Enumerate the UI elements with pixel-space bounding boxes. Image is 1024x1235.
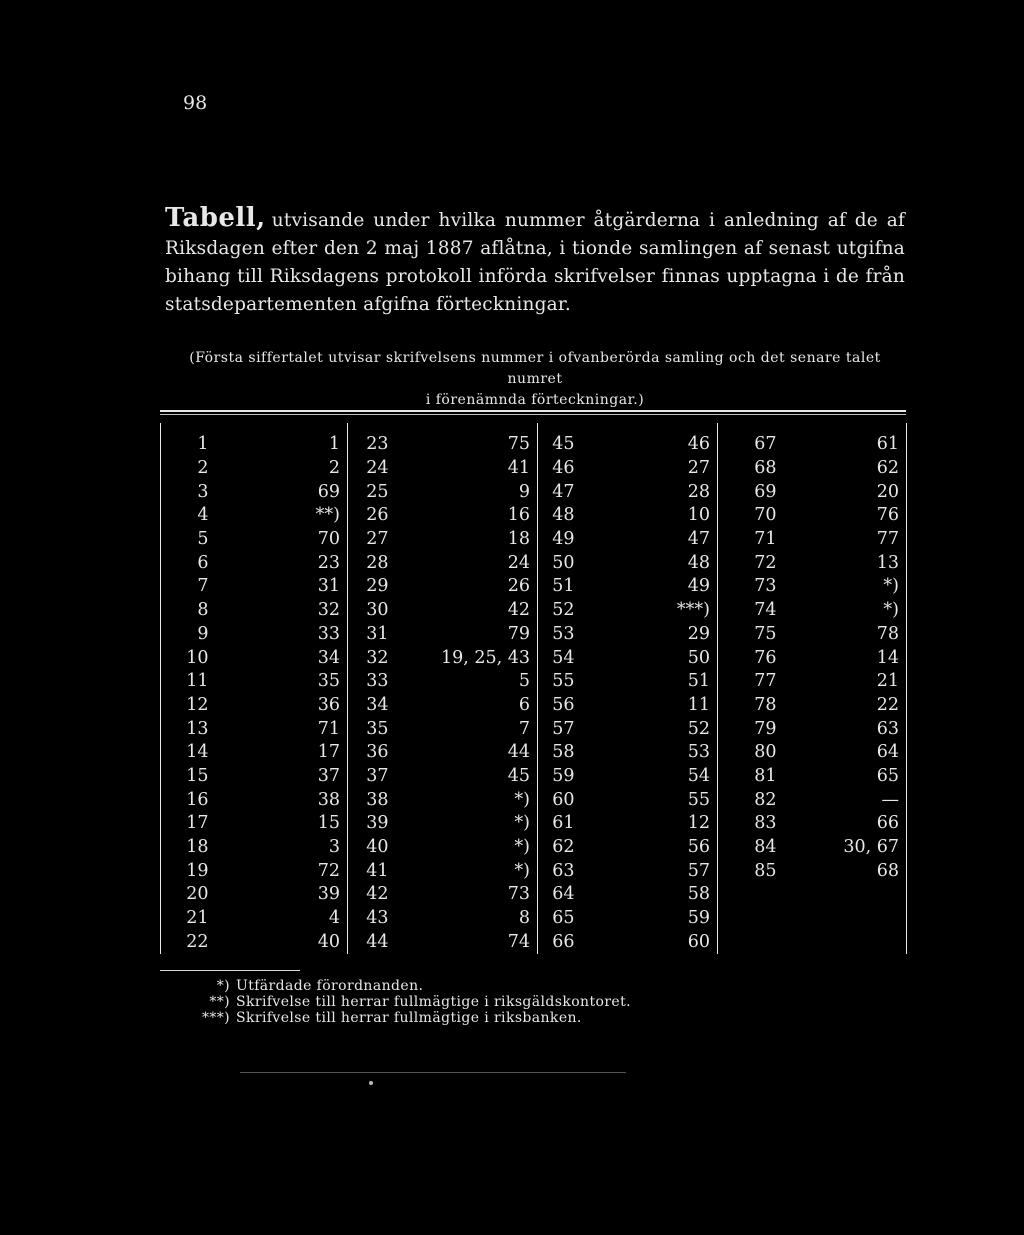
table-cell: 74 [507, 931, 530, 952]
table-cell: 36 [317, 694, 340, 715]
table-cell: 50 [687, 647, 710, 668]
table-cell: 33 [317, 623, 340, 644]
table-cell: 9 [161, 623, 216, 647]
table-cell: 45 [538, 423, 582, 457]
table-cell: 22 [161, 930, 216, 954]
table-cell: 17 [317, 742, 340, 763]
note-line-1: (Första siffertalet utvisar skrifvelsens nummer i ofvanberörda samling och det senare talet numret [189, 350, 881, 387]
table-cell: *) [784, 599, 907, 623]
table-row [161, 694, 907, 718]
table-cell: 23 [348, 423, 396, 457]
table-cell: 66 [538, 930, 582, 954]
table-cell: 25 [348, 480, 396, 504]
table-cell: 43 [348, 907, 396, 931]
table-row [161, 575, 907, 599]
table-cell: 35 [317, 671, 340, 692]
table-cell: 6 [161, 551, 216, 575]
explanatory-note [165, 348, 905, 411]
table-cell: 69 [718, 480, 784, 504]
table-cell: 52 [538, 599, 582, 623]
table-cell: 38 [348, 788, 396, 812]
table-cell: 85 [718, 859, 784, 883]
table-cell: 52 [687, 718, 710, 739]
table-cell: 21 [161, 907, 216, 931]
table-cell: 40 [317, 931, 340, 952]
table-cell: 75 [507, 434, 530, 455]
table-row [161, 599, 907, 623]
table-cell: 42 [348, 883, 396, 907]
table-cell: 69 [317, 481, 340, 502]
table-cell: 24 [348, 457, 396, 481]
table-row [161, 480, 907, 504]
table-cell: 73 [507, 884, 530, 905]
intro-lead: Tabell, [165, 203, 266, 233]
table-cell: 9 [518, 481, 530, 502]
table-cell: *) [514, 789, 530, 810]
table-row [161, 504, 907, 528]
footnote [200, 1010, 631, 1026]
table-cell: 5 [518, 671, 530, 692]
table-cell [784, 883, 907, 907]
table-cell: 59 [538, 765, 582, 789]
table-cell [718, 907, 784, 931]
table-cell [784, 930, 907, 954]
table-cell: 44 [507, 742, 530, 763]
table-cell: 79 [507, 623, 530, 644]
table-cell: ***) [676, 600, 710, 621]
table-cell: 27 [348, 528, 396, 552]
table-cell: 1 [161, 423, 216, 457]
table-cell: 11 [161, 670, 216, 694]
table-row [161, 717, 907, 741]
table-cell [718, 883, 784, 907]
table-cell: 49 [687, 576, 710, 597]
table-cell: 47 [687, 529, 710, 550]
table-cell: 18 [507, 529, 530, 550]
table-row [161, 765, 907, 789]
table-cell: 62 [538, 836, 582, 860]
table-cell: 34 [317, 647, 340, 668]
table-cell: 19, 25, 43 [440, 647, 530, 668]
table-top-rule [160, 410, 906, 412]
table-cell: 48 [687, 552, 710, 573]
table-cell: 17 [161, 812, 216, 836]
table-cell: 68 [784, 859, 907, 883]
table-row [161, 623, 907, 647]
table-cell: 60 [538, 788, 582, 812]
footnote [200, 978, 631, 994]
table-cell: 2 [161, 457, 216, 481]
table-cell: 56 [538, 694, 582, 718]
table-cell: 41 [507, 458, 530, 479]
table-cell: 22 [784, 694, 907, 718]
table-cell: 3 [328, 837, 340, 858]
table-cell: 12 [687, 813, 710, 834]
table-cell: 3 [161, 480, 216, 504]
number-table [160, 423, 907, 954]
table-cell: 51 [538, 575, 582, 599]
table-cell: 53 [687, 742, 710, 763]
table-cell: 18 [161, 836, 216, 860]
table-cell: 4 [161, 504, 216, 528]
table-row [161, 859, 907, 883]
table-cell: 58 [687, 884, 710, 905]
table-cell: 80 [718, 741, 784, 765]
table-cell: 75 [718, 623, 784, 647]
table-cell: 78 [718, 694, 784, 718]
table-cell: 71 [317, 718, 340, 739]
table-cell: 46 [538, 457, 582, 481]
table-cell: 30 [348, 599, 396, 623]
table-cell: *) [514, 837, 530, 858]
table-cell: 66 [784, 812, 907, 836]
footnote [200, 994, 631, 1010]
table-cell: — [784, 788, 907, 812]
table-cell: 77 [784, 528, 907, 552]
table-cell: 23 [317, 552, 340, 573]
table-cell: 35 [348, 717, 396, 741]
table-row [161, 812, 907, 836]
table-cell: 14 [161, 741, 216, 765]
table-cell: 29 [687, 623, 710, 644]
table-cell: 2 [328, 458, 340, 479]
table-cell: 21 [784, 670, 907, 694]
intro-text: utvisande under hvilka nummer åtgärderna i anledning af de af Riksdagen efter den 2 maj 1887 aflåtna, i tionde samlingen af senast utgifna bihang till Riksdagens protokoll införda skrifvelser finnas upptagna i de från statsdepartementen afgifna förteckningar. [165, 210, 905, 315]
table-cell: 20 [784, 480, 907, 504]
table-cell: 76 [718, 646, 784, 670]
table-row [161, 930, 907, 954]
table-cell: 14 [784, 646, 907, 670]
table-cell: 84 [718, 836, 784, 860]
table-cell: 39 [348, 812, 396, 836]
table-cell: **) [315, 505, 340, 526]
table-cell: 31 [348, 623, 396, 647]
table-cell: 71 [718, 528, 784, 552]
bottom-rule [240, 1072, 626, 1073]
table-cell: 13 [161, 717, 216, 741]
table-cell: 41 [348, 859, 396, 883]
table-cell: 5 [161, 528, 216, 552]
table-row [161, 907, 907, 931]
table-cell: 73 [718, 575, 784, 599]
table-cell: 67 [718, 423, 784, 457]
footnote-text: Skrifvelse till herrar fullmägtige i riksgäldskontoret. [236, 994, 631, 1010]
table-cell: 30, 67 [784, 836, 907, 860]
table-cell: 54 [687, 765, 710, 786]
table-cell: 1 [328, 434, 340, 455]
table-cell: 83 [718, 812, 784, 836]
footnote-mark: *) [216, 978, 230, 994]
table-cell: 26 [348, 504, 396, 528]
table-cell: 51 [687, 671, 710, 692]
table-row [161, 836, 907, 860]
table-cell: 48 [538, 504, 582, 528]
table-cell: 62 [784, 457, 907, 481]
table-row [161, 646, 907, 670]
table-cell: 29 [348, 575, 396, 599]
table-cell: 37 [317, 765, 340, 786]
table-cell: 27 [687, 458, 710, 479]
table-cell: 64 [538, 883, 582, 907]
table-cell: 28 [348, 551, 396, 575]
table-cell: 7 [161, 575, 216, 599]
table-cell: 50 [538, 551, 582, 575]
table-cell: *) [514, 860, 530, 881]
table-cell: 70 [317, 529, 340, 550]
table-cell: 72 [317, 860, 340, 881]
table-cell: 74 [718, 599, 784, 623]
table-cell: 6 [518, 694, 530, 715]
table-cell: 55 [538, 670, 582, 694]
table-cell: 15 [161, 765, 216, 789]
table-cell: 28 [687, 481, 710, 502]
table-top-rule-thin [160, 414, 906, 415]
footnote-text: Skrifvelse till herrar fullmägtige i riksbanken. [236, 1010, 582, 1026]
table-cell: 45 [507, 765, 530, 786]
table-cell: 49 [538, 528, 582, 552]
table-cell: 16 [507, 505, 530, 526]
table-cell: 19 [161, 859, 216, 883]
footnote-mark: ***) [201, 1010, 230, 1026]
table-cell: 65 [784, 765, 907, 789]
table-cell: 32 [348, 646, 396, 670]
table-cell: 4 [328, 908, 340, 929]
table-cell: *) [514, 813, 530, 834]
table-cell: 72 [718, 551, 784, 575]
table-cell: 82 [718, 788, 784, 812]
table-cell: 42 [507, 600, 530, 621]
table-cell: 34 [348, 694, 396, 718]
table-cell: 40 [348, 836, 396, 860]
table-row [161, 423, 907, 457]
table-cell: 38 [317, 789, 340, 810]
table-cell: 57 [538, 717, 582, 741]
table-cell: 64 [784, 741, 907, 765]
table-cell: 57 [687, 860, 710, 881]
table-cell: 10 [161, 646, 216, 670]
table-cell: 58 [538, 741, 582, 765]
footnote-mark: **) [209, 994, 230, 1010]
table-cell: 26 [507, 576, 530, 597]
table-cell: 56 [687, 837, 710, 858]
table-cell: 55 [687, 789, 710, 810]
table-cell: 81 [718, 765, 784, 789]
table-cell: 13 [784, 551, 907, 575]
table-cell: 47 [538, 480, 582, 504]
table-cell: 36 [348, 741, 396, 765]
table-row [161, 551, 907, 575]
table-row [161, 883, 907, 907]
table-cell: 63 [538, 859, 582, 883]
table-cell: 44 [348, 930, 396, 954]
table-cell: 76 [784, 504, 907, 528]
footnotes [200, 978, 631, 1026]
table-cell: 10 [687, 505, 710, 526]
footnote-text: Utfärdade förordnanden. [236, 978, 424, 994]
table-cell: 7 [518, 718, 530, 739]
table-cell: 24 [507, 552, 530, 573]
table-cell: 8 [518, 908, 530, 929]
table-cell: 31 [317, 576, 340, 597]
table-cell: 63 [784, 717, 907, 741]
table-cell [784, 907, 907, 931]
page-number: 98 [183, 92, 208, 114]
table-cell: 68 [718, 457, 784, 481]
table-row [161, 457, 907, 481]
table-cell: 11 [687, 694, 710, 715]
table-cell: 16 [161, 788, 216, 812]
table-cell: 12 [161, 694, 216, 718]
table-cell: 15 [317, 813, 340, 834]
table-cell: 8 [161, 599, 216, 623]
table-cell: 78 [784, 623, 907, 647]
table-cell [718, 930, 784, 954]
table-cell: 61 [784, 423, 907, 457]
table-cell: 65 [538, 907, 582, 931]
speck [369, 1081, 373, 1085]
table-body [161, 423, 907, 954]
table-cell: 77 [718, 670, 784, 694]
note-line-2: i förenämnda förteckningar.) [425, 392, 645, 408]
table-cell: 61 [538, 812, 582, 836]
table-row [161, 741, 907, 765]
table-cell: 33 [348, 670, 396, 694]
table-cell: 39 [317, 884, 340, 905]
table-cell: 70 [718, 504, 784, 528]
table-row [161, 528, 907, 552]
table-cell: 32 [317, 600, 340, 621]
table-cell: 53 [538, 623, 582, 647]
table-cell: 46 [687, 434, 710, 455]
table-cell: *) [784, 575, 907, 599]
table-cell: 60 [687, 931, 710, 952]
intro-paragraph [165, 204, 905, 319]
table-cell: 20 [161, 883, 216, 907]
footnote-rule [160, 970, 300, 971]
table-cell: 54 [538, 646, 582, 670]
table-cell: 59 [687, 908, 710, 929]
table-cell: 79 [718, 717, 784, 741]
table-row [161, 788, 907, 812]
table-cell: 37 [348, 765, 396, 789]
table-row [161, 670, 907, 694]
